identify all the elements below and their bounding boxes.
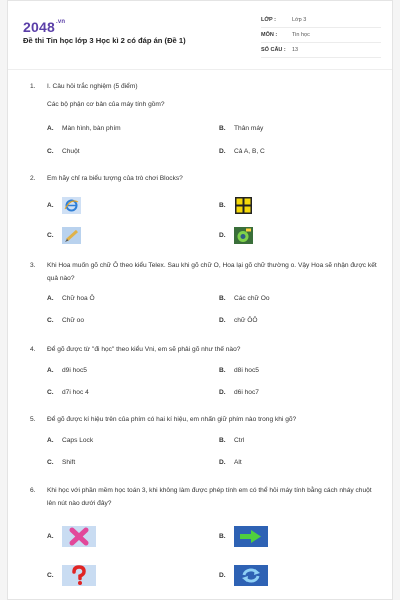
option-d[interactable] <box>219 148 265 155</box>
option-text: Các chữ Oo <box>234 295 270 302</box>
option-text: Ctrl <box>234 437 245 444</box>
option-text: Chuột <box>62 148 80 155</box>
option-c[interactable] <box>47 565 96 586</box>
option-c[interactable] <box>47 227 81 244</box>
option-text: d8i hoc5 <box>234 367 259 374</box>
option-text: Caps Lock <box>62 437 94 444</box>
option-letter: A. <box>47 367 54 374</box>
meta-value: 13 <box>292 47 299 53</box>
option-text: Màn hình, bàn phím <box>62 125 121 132</box>
option-d[interactable] <box>219 565 268 586</box>
question-4 <box>30 344 380 357</box>
option-b[interactable] <box>219 295 270 302</box>
option-letter: B. <box>219 533 226 540</box>
option-b[interactable] <box>219 367 259 374</box>
question-3 <box>30 260 380 285</box>
option-text: d6i hoc7 <box>234 389 259 396</box>
section-title: I. Câu hỏi trắc nghiệm (5 điểm) <box>47 83 138 90</box>
option-a[interactable] <box>47 526 96 547</box>
logo-text: 2048 <box>23 19 55 35</box>
question-number: 5. <box>30 416 36 423</box>
option-text: Thân máy <box>234 125 264 132</box>
option-a[interactable] <box>47 367 87 374</box>
question-text: Em hãy chỉ ra biểu tượng của trò chơi Blocks? <box>47 175 183 182</box>
meta-key: LỚP : <box>261 17 276 23</box>
meta-key: MÔN : <box>261 32 278 38</box>
option-letter: A. <box>47 202 54 209</box>
option-c[interactable] <box>47 389 89 396</box>
green-arrow-icon[interactable] <box>234 526 268 547</box>
question-text: Để gõ được kí hiệu trên của phím có hai kí hiệu, em nhấn giữ phím nào trong khi gõ? <box>47 416 297 423</box>
question-number: 1. <box>30 83 36 90</box>
option-text: Alt <box>234 459 242 466</box>
option-letter: B. <box>219 437 226 444</box>
option-letter: D. <box>219 389 226 396</box>
option-letter: D. <box>219 572 226 579</box>
question-number: 2. <box>30 175 36 182</box>
option-letter: D. <box>219 317 226 324</box>
site-logo[interactable] <box>23 19 65 35</box>
option-a[interactable] <box>47 295 95 302</box>
option-text: chữ ÔÔ <box>234 317 258 324</box>
internet-explorer-icon[interactable] <box>62 197 81 214</box>
meta-key: SỐ CÂU : <box>261 47 286 53</box>
meta-value: Tin học <box>292 32 310 38</box>
question-6 <box>30 485 380 510</box>
option-letter: B. <box>219 367 226 374</box>
refresh-icon[interactable] <box>234 565 268 586</box>
option-c[interactable] <box>47 317 84 324</box>
question-5 <box>30 414 380 427</box>
option-c[interactable] <box>47 459 75 466</box>
option-b[interactable] <box>219 125 263 132</box>
document-page <box>7 0 393 600</box>
option-text: Chữ hoa Ô <box>62 295 95 302</box>
meta-row-subject <box>261 28 381 43</box>
option-letter: A. <box>47 295 54 302</box>
option-letter: A. <box>47 125 54 132</box>
option-b[interactable] <box>219 437 244 444</box>
pink-x-icon[interactable] <box>62 526 96 547</box>
option-letter: C. <box>47 389 54 396</box>
option-b[interactable] <box>219 526 268 547</box>
question-number: 6. <box>30 487 36 494</box>
logo-tld: .vn <box>55 19 66 25</box>
option-letter: A. <box>47 533 54 540</box>
question-2 <box>30 173 380 186</box>
blocks-game-icon[interactable] <box>234 197 253 214</box>
option-letter: C. <box>47 232 54 239</box>
document-title: Đề thi Tin học lớp 3 Học kì 2 có đáp án (Đề 1) <box>23 36 186 45</box>
option-letter: C. <box>47 459 54 466</box>
question-text: Khi học với phần mềm học toán 3, khi không làm được phép tính em có thể hỏi máy tính bằng cách nháy chuột lên nút nào dưới đây? <box>47 487 372 507</box>
option-letter: B. <box>219 295 226 302</box>
pencil-icon[interactable] <box>62 227 81 244</box>
option-letter: B. <box>219 202 226 209</box>
meta-value: Lớp 3 <box>292 17 307 23</box>
question-text: Các bộ phận cơ bản của máy tính gồm? <box>47 101 165 108</box>
option-b[interactable] <box>219 197 253 214</box>
option-a[interactable] <box>47 197 81 214</box>
option-c[interactable] <box>47 148 80 155</box>
question-number: 4. <box>30 346 36 353</box>
option-text: Shift <box>62 459 76 466</box>
option-d[interactable] <box>219 459 242 466</box>
document-meta <box>261 13 381 58</box>
option-letter: D. <box>219 232 226 239</box>
meta-row-class <box>261 13 381 28</box>
option-a[interactable] <box>47 437 93 444</box>
option-text: Cả A, B, C <box>234 148 265 155</box>
option-text: Chữ oo <box>62 317 85 324</box>
option-text: d9i hoc5 <box>62 367 87 374</box>
option-letter: D. <box>219 459 226 466</box>
question-number: 3. <box>30 262 36 269</box>
option-letter: C. <box>47 572 54 579</box>
green-globe-icon[interactable] <box>234 227 253 244</box>
question-text: Để gõ được từ "đi học" theo kiểu Vni, em sẽ phải gõ như thế nào? <box>47 346 241 353</box>
question-text: Khi Hoa muốn gõ chữ Ô theo kiểu Telex. Sau khi gõ chữ O, Hoa lại gõ chữ thường o. Vậy Hoa sẽ nhận được kết quả nào? <box>47 262 377 282</box>
option-letter: B. <box>219 125 226 132</box>
option-a[interactable] <box>47 125 121 132</box>
question-mark-icon[interactable] <box>62 565 96 586</box>
option-d[interactable] <box>219 317 257 324</box>
option-letter: C. <box>47 148 54 155</box>
option-letter: D. <box>219 148 226 155</box>
option-d[interactable] <box>219 227 253 244</box>
option-letter: C. <box>47 317 54 324</box>
document-header <box>8 1 392 70</box>
option-text: d7i hoc 4 <box>62 389 89 396</box>
question-1 <box>30 81 380 94</box>
meta-row-count <box>261 43 381 58</box>
option-letter: A. <box>47 437 54 444</box>
option-d[interactable] <box>219 389 259 396</box>
